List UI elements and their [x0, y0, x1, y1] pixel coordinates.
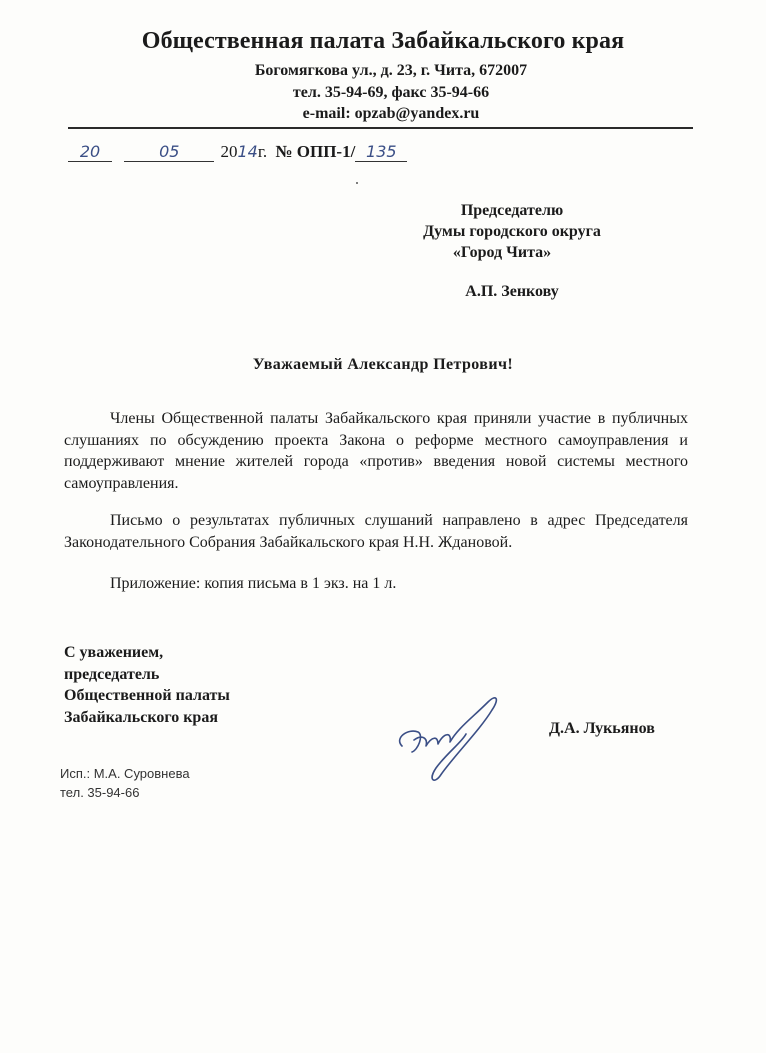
- ink-dot: [356, 182, 358, 184]
- addressee-line-2: Думы городского округа: [423, 223, 601, 240]
- body-paragraph-1: Члены Общественной палаты Забайкальского края приняли участие в публичных слушаниях по обсуждению проекта Закона о реформе местного самоуправления и поддерживают мнение жителей города «против» введения новой системы местного самоуправления.: [64, 410, 688, 492]
- closing-line-2: председатель: [64, 665, 160, 683]
- addressee-line-1: Председателю: [460, 202, 564, 219]
- executor-name: Исп.: М.А. Суровнева: [60, 766, 190, 781]
- organization-address: Богомягкова ул., д. 23, г. Чита, 672007: [254, 62, 528, 79]
- ref-year-prefix: 20: [220, 142, 238, 161]
- ref-day: 20: [68, 142, 112, 162]
- closing-line-4: Забайкальского края: [64, 708, 218, 726]
- ref-month: 05: [124, 142, 214, 162]
- handwritten-signature: [388, 688, 508, 788]
- organization-email: e-mail: opzab@yandex.ru: [302, 105, 480, 122]
- header-divider: [68, 127, 693, 129]
- body-paragraph-2: Письмо о результатах публичных слушаний направлено в адрес Председателя Законодательного Собрания Забайкальского края Н.Н. Ждановой.: [64, 512, 688, 551]
- closing-line-1: С уважением,: [64, 644, 164, 661]
- reference-line: [68, 142, 407, 166]
- ref-year-suffix: г.: [257, 142, 268, 161]
- attachment-note: Приложение: копия письма в 1 экз. на 1 л.: [110, 575, 397, 592]
- signer-name: Д.А. Лукьянов: [549, 720, 655, 737]
- addressee-line-3: «Город Чита»: [452, 244, 552, 261]
- organization-title: Общественная палата Забайкальского края: [141, 28, 625, 54]
- ref-year-handwritten: 14: [237, 142, 258, 161]
- organization-phones: тел. 35-94-69, факс 35-94-66: [292, 84, 490, 101]
- executor-phone: тел. 35-94-66: [60, 785, 140, 800]
- ref-number-handwritten: 135: [355, 142, 407, 162]
- greeting: Уважаемый Александр Петрович!: [252, 356, 514, 373]
- closing-block: [64, 642, 230, 728]
- ref-number-label: № ОПП-1/: [275, 142, 356, 161]
- addressee-name: А.П. Зенкову: [465, 283, 559, 300]
- closing-line-3: Общественной палаты: [64, 687, 230, 704]
